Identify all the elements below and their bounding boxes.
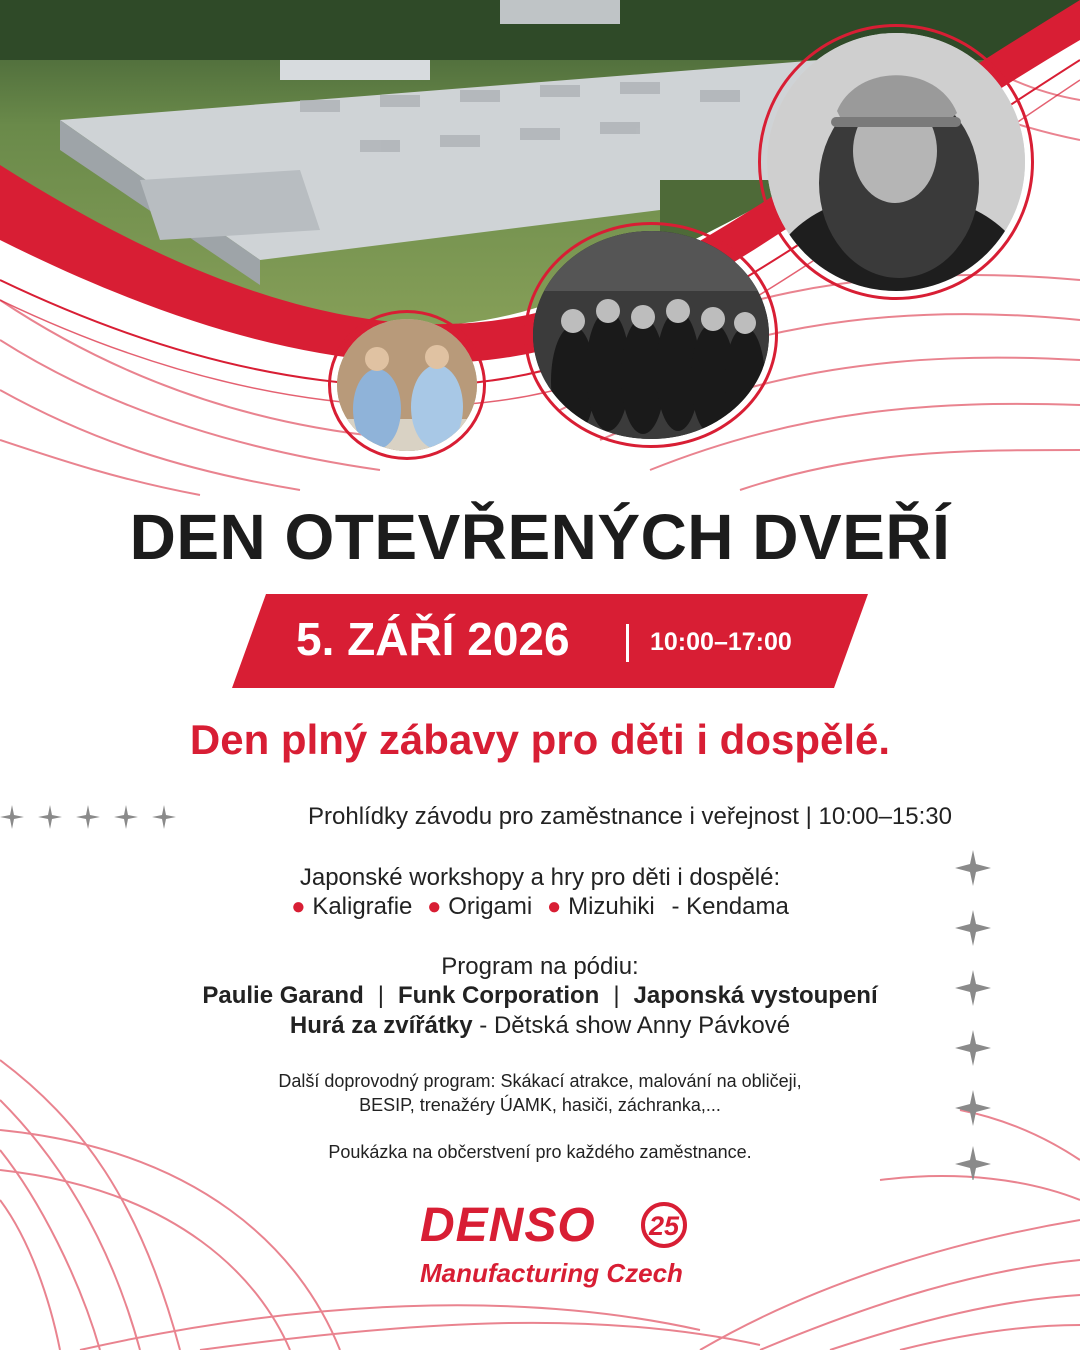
left-stars-row bbox=[0, 804, 180, 830]
kids-show-line bbox=[0, 1012, 1080, 1040]
band-group-photo bbox=[533, 231, 769, 439]
dancers-photo-circle bbox=[328, 310, 486, 460]
kids-show-desc: - Dětská show Anny Pávkové bbox=[472, 1012, 791, 1039]
rapper-portrait-photo bbox=[767, 33, 1025, 291]
workshops-heading: Japonské workshopy a hry pro děti i dospělé: bbox=[299, 864, 781, 891]
date-time-separator bbox=[626, 624, 629, 662]
workshop-item: Kaligrafie bbox=[312, 893, 413, 920]
voucher-line: Poukázka na občerstvení pro každého zaměstnance. bbox=[328, 1142, 752, 1162]
stage-act: Paulie Garand bbox=[202, 982, 364, 1009]
star-icon bbox=[76, 805, 100, 829]
japanese-dancers-photo bbox=[337, 319, 477, 451]
bullet-dot-icon: ● bbox=[427, 893, 442, 920]
star-icon bbox=[0, 805, 24, 829]
anniversary-25-badge bbox=[634, 1202, 694, 1248]
kids-show-title: Hurá za zvířátky bbox=[289, 1012, 473, 1039]
band-photo-circle bbox=[524, 222, 778, 448]
denso-logo-text: DENSO bbox=[420, 1199, 596, 1252]
extra-program-line1: Další doprovodný program: Skákací atrakce, malování na obličeji, bbox=[278, 1071, 802, 1091]
tagline: Den plný zábavy pro děti i dospělé. bbox=[189, 716, 891, 763]
event-time: 10:00–17:00 bbox=[650, 628, 792, 656]
tours-line: Prohlídky závodu pro zaměstnance i veřejnost | 10:00–15:30 bbox=[308, 803, 952, 830]
denso-logo-subtitle: Manufacturing Czech bbox=[420, 1258, 683, 1288]
stage-heading: Program na pódiu: bbox=[441, 953, 639, 980]
bullet-dot-icon: ● bbox=[291, 893, 306, 920]
workshop-item: Origami bbox=[448, 893, 533, 920]
star-icon bbox=[114, 805, 138, 829]
workshop-item: Mizuhiki bbox=[568, 893, 655, 920]
anniversary-number: 25 bbox=[648, 1211, 680, 1241]
star-icon bbox=[152, 805, 176, 829]
extra-program-line2: BESIP, trenažéry ÚAMK, hasiči, záchranka,... bbox=[359, 1095, 721, 1115]
workshops-list bbox=[0, 893, 1080, 921]
event-date: 5. ZÁŘÍ 2026 bbox=[296, 613, 570, 665]
star-icon bbox=[38, 805, 62, 829]
stage-acts: Paulie Garand | Funk Corporation | Japonská vystoupení bbox=[202, 982, 878, 1009]
stage-act: Funk Corporation bbox=[397, 982, 600, 1009]
bullet-dot-icon: ● bbox=[546, 893, 562, 920]
event-title: DEN OTEVŘENÝCH DVEŘÍ bbox=[129, 501, 951, 573]
rapper-portrait-circle bbox=[758, 24, 1034, 300]
workshop-item: - Kendama bbox=[671, 893, 789, 920]
stage-act: Japonská vystoupení bbox=[633, 982, 878, 1009]
